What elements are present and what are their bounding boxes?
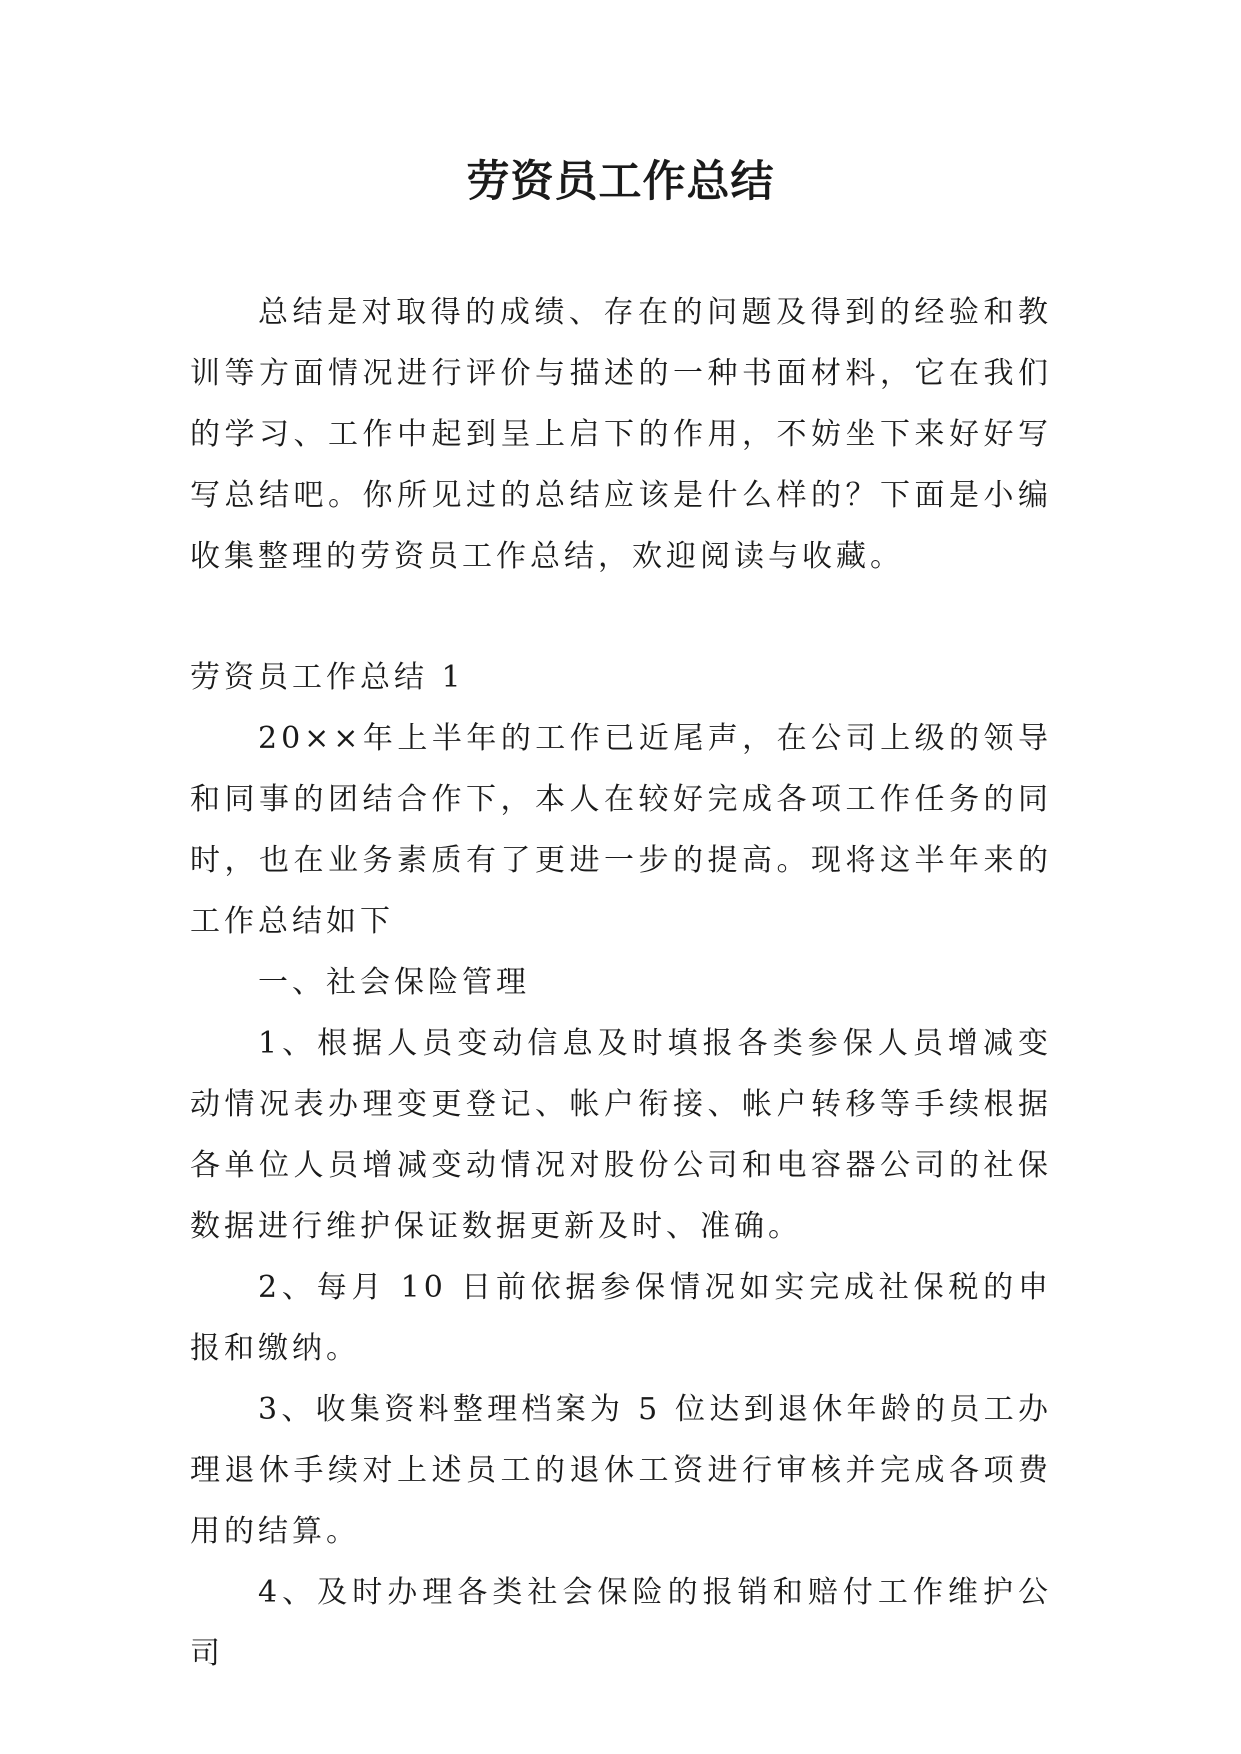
body-paragraph: 3、收集资料整理档案为 5 位达到退休年龄的员工办理退休手续对上述员工的退休工资进行审核并完成各项费用的结算。 — [190, 1392, 1052, 1549]
body-paragraph: 2、每月 10 日前依据参保情况如实完成社保税的申报和缴纳。 — [190, 1270, 1052, 1366]
section-heading: 劳资员工作总结 1 — [190, 660, 465, 695]
subsection-heading: 一、社会保险管理 — [258, 965, 530, 1000]
body-paragraph: 1、根据人员变动信息及时填报各类参保人员增减变动情况表办理变更登记、帐户衔接、帐户转移等手续根据各单位人员增减变动情况对股份公司和电容器公司的社保数据进行维护保证数据更新及时、准确。 — [190, 1026, 1052, 1244]
paragraph-spacer — [190, 587, 1052, 647]
body-paragraph: 4、及时办理各类社会保险的报销和赔付工作维护公司 — [190, 1575, 1052, 1671]
document-body — [190, 282, 1052, 1684]
body-paragraph: 20××年上半年的工作已近尾声，在公司上级的领导和同事的团结合作下，本人在较好完成各项工作任务的同时，也在业务素质有了更进一步的提高。现将这半年来的工作总结如下 — [190, 721, 1052, 939]
intro-paragraph: 总结是对取得的成绩、存在的问题及得到的经验和教训等方面情况进行评价与描述的一种书面材料，它在我们的学习、工作中起到呈上启下的作用，不妨坐下来好好写写总结吧。你所见过的总结应该是什么样的？下面是小编收集整理的劳资员工作总结，欢迎阅读与收藏。 — [190, 295, 1052, 574]
document-title: 劳资员工作总结 — [466, 157, 775, 207]
